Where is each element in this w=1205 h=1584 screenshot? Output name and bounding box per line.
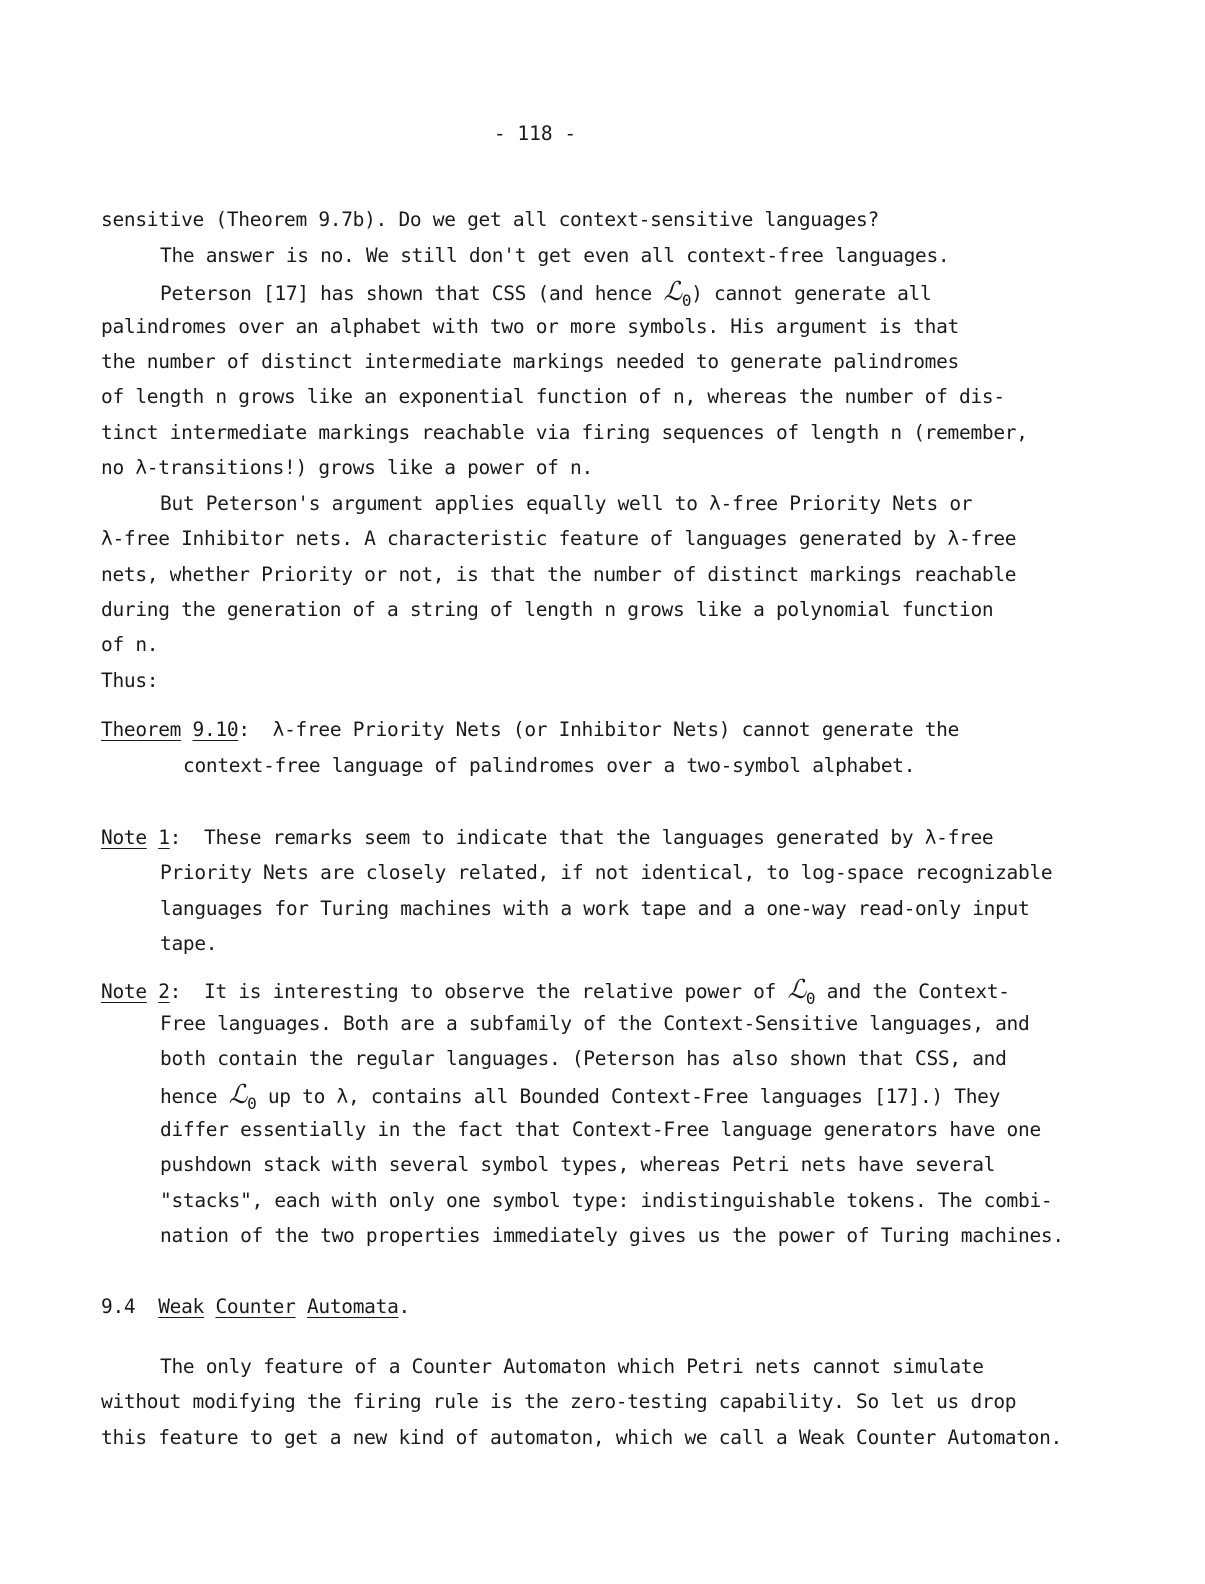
text-line: Priority Nets are closely related, if not identical, to log-space recognizable	[160, 861, 1053, 884]
note-number: 2	[158, 980, 170, 1003]
text-fragment: It is interesting to observe the relative power of	[204, 980, 788, 1003]
text-line: But Peterson's argument applies equally well to λ-free Priority Nets or	[160, 492, 973, 515]
text-line: of length n grows like an exponential function of n, whereas the number of dis-	[101, 385, 1005, 408]
text-fragment: λ-free Priority Nets (or Inhibitor Nets) cannot generate the	[272, 718, 960, 741]
text-line: nets, whether Priority or not, is that the number of distinct markings reachable	[101, 563, 1017, 586]
text-line: during the generation of a string of length n grows like a polynomial function	[101, 598, 994, 621]
text-line: sensitive (Theorem 9.7b). Do we get all context-sensitive languages?	[101, 208, 879, 231]
text-line: context-free language of palindromes over a two-symbol alphabet.	[183, 754, 916, 777]
text-line: Thus:	[101, 669, 159, 692]
text-line: languages for Turing machines with a work tape and a one-way read-only input	[160, 897, 1030, 920]
text-line: both contain the regular languages. (Peterson has also shown that CSS, and	[160, 1047, 1007, 1070]
text-line: without modifying the firing rule is the zero-testing capability. So let us drop	[101, 1390, 1017, 1413]
section-title-word: Automata	[306, 1295, 399, 1318]
text-line	[160, 277, 932, 310]
text-line: λ-free Inhibitor nets. A characteristic feature of languages generated by λ-free	[101, 527, 1017, 550]
note-2: Note 2: It is interesting to observe the relative power of ℒ$_0$ and the Context-	[101, 975, 1010, 1008]
text-line	[160, 1080, 1001, 1113]
theorem-statement: Theorem 9.10: λ-free Priority Nets (or Inhibitor Nets) cannot generate the	[101, 718, 960, 741]
text-line: this feature to get a new kind of automaton, which we call a Weak Counter Automaton.	[101, 1426, 1062, 1449]
script-l-symbol: ℒ	[787, 975, 806, 1005]
text-fragment: These remarks seem to indicate that the languages generated by λ-free	[204, 826, 994, 849]
text-line: the number of distinct intermediate markings needed to generate palindromes	[101, 350, 960, 373]
section-title-word: Weak	[158, 1295, 204, 1318]
text-line: tinct intermediate markings reachable via firing sequences of length n (remember,	[101, 421, 1028, 444]
script-l-symbol: ℒ	[228, 1080, 248, 1110]
page-number: - 118 -	[493, 122, 577, 145]
subscript: 0	[805, 989, 816, 1008]
theorem-label: Theorem	[101, 718, 182, 741]
section-heading	[101, 1295, 410, 1318]
text-line: palindromes over an alphabet with two or more symbols. His argument is that	[101, 315, 960, 338]
text-line: pushdown stack with several symbol types, whereas Petri nets have several	[160, 1153, 996, 1176]
section-title-word: Counter	[215, 1295, 296, 1318]
text-line: The only feature of a Counter Automaton which Petri nets cannot simulate	[160, 1355, 984, 1378]
note-number: 1	[158, 826, 170, 849]
script-l-symbol: ℒ	[663, 277, 682, 307]
note-label: Note	[101, 826, 147, 849]
text-fragment: Peterson [17] has shown that CSS (and hence	[160, 282, 664, 305]
text-fragment: up to λ, contains all Bounded Context-Free languages [17].) They	[256, 1085, 1001, 1108]
text-line: The answer is no. We still don't get even all context-free languages.	[160, 244, 950, 267]
text-line: nation of the two properties immediately gives us the power of Turing machines.	[160, 1224, 1064, 1247]
theorem-number: 9.10	[192, 718, 239, 741]
note-label: Note	[101, 980, 147, 1003]
text-line: no λ-transitions!) grows like a power of n.	[101, 456, 593, 479]
text-fragment: ) cannot generate all	[691, 282, 932, 305]
section-title-period: .	[398, 1295, 410, 1318]
note-1: Note 1: These remarks seem to indicate that the languages generated by λ-free	[101, 826, 994, 849]
text-line: Free languages. Both are a subfamily of the Context-Sensitive languages, and	[160, 1012, 1030, 1035]
section-number: 9.4	[101, 1295, 136, 1318]
text-line: tape.	[160, 932, 218, 955]
subscript: 0	[247, 1094, 257, 1113]
text-line: of n.	[101, 633, 159, 656]
text-line: "stacks", each with only one symbol type: indistinguishable tokens. The combi-	[160, 1189, 1053, 1212]
subscript: 0	[681, 291, 692, 310]
text-fragment: and the Context-	[815, 980, 1010, 1003]
text-line: differ essentially in the fact that Context-Free language generators have one	[160, 1118, 1041, 1141]
text-fragment: hence	[160, 1085, 229, 1108]
